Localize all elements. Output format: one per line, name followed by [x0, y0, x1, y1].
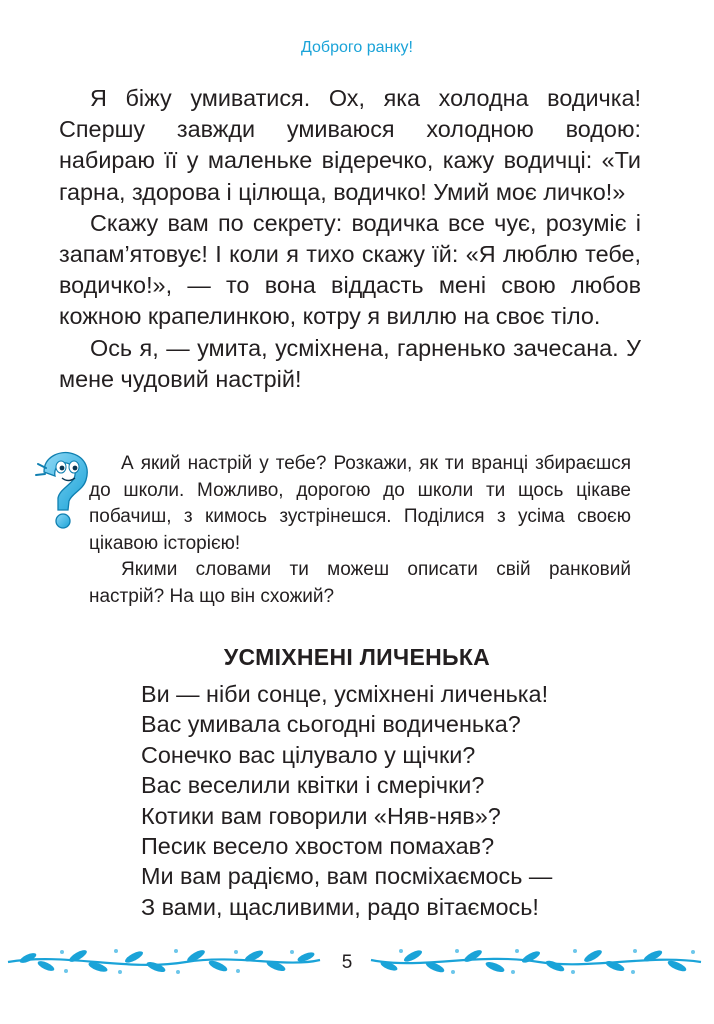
running-title: Доброго ранку! [301, 39, 413, 56]
poem-line: Сонечко вас цілувало у щічки? [141, 741, 476, 768]
question-paragraph: А який настрій у тебе? Розкажи, як ти вранці збираєшся до школи. Можливо, дорогою до школи ти щось цікаве побачиш, з кимось зустрінешся. Поділися з усіма своєю цікавою історією! [89, 453, 631, 554]
question-mark-character-icon [34, 450, 96, 532]
prose-paragraph: Ось я, — умита, усміхнена, гарненько зачесана. У мене чудовий настрій! [59, 334, 641, 392]
poem-line: Вас умивала сьогодні водиченька? [141, 711, 521, 738]
prose-paragraph: Я біжу умиватися. Ох, яка холодна водичка! Спершу завжди умиваюся холодною водою: набираю її у маленьке відеречко, кажу водичці: «Ти гарна, здорова і цілюща, водичко! Умий моє личко!» [59, 85, 641, 205]
question-block [89, 451, 631, 611]
poem-title: УСМІХНЕНІ ЛИЧЕНЬКА [223, 644, 491, 670]
question-paragraph: Якими словами ти можеш описати свій ранковий настрій? На що він схожий? [89, 559, 631, 607]
floral-ornament-icon [369, 944, 703, 978]
poem-body [141, 679, 661, 922]
page-number: 5 [341, 952, 353, 973]
poem-line: Котики вам говорили «Няв-няв»? [141, 802, 501, 829]
poem-line: Ви — ніби сонце, усміхнені личенька! [141, 681, 549, 707]
poem-line: Песик весело хвостом помахав? [141, 833, 495, 860]
poem-line: Ми вам радіємо, вам посміхаємось — [141, 863, 553, 890]
prose-text [59, 83, 641, 395]
poem-line: Вас веселили квітки і смерічки? [141, 772, 485, 799]
floral-ornament-icon [6, 944, 322, 978]
prose-paragraph: Скажу вам по секрету: водичка все чує, розуміє і запам’ятовує! І коли я тихо скажу їй: «Я люблю тебе, водичко!», — то вона віддасть мені свою любов кожною крапелинкою, котру я виллю на своє тіло. [59, 209, 641, 330]
poem-line: З вами, щасливими, радо вітаємось! [141, 893, 539, 920]
